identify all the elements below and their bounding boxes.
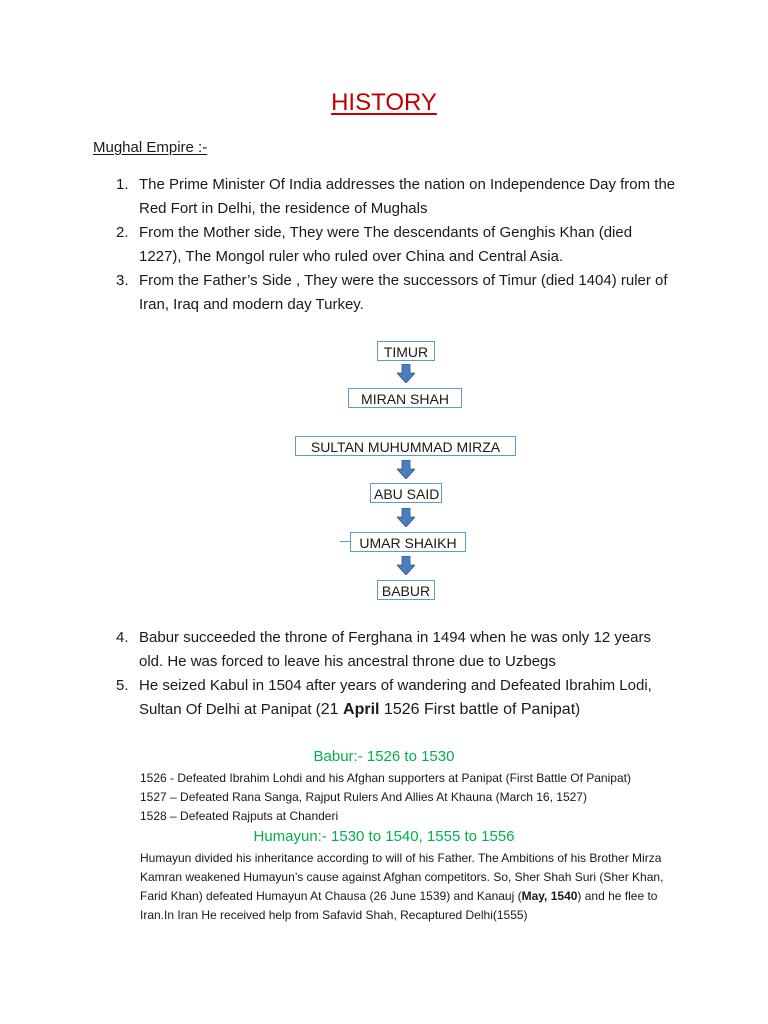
event-line: 1527 – Defeated Rana Sanga, Rajput Rulers And Allies At Khauna (March 16, 1527)	[140, 790, 587, 804]
babur-list	[116, 626, 676, 722]
event-line: 1526 - Defeated Ibrahim Lohdi and his Afghan supporters at Panipat (First Battle Of Panipat)	[140, 771, 631, 785]
flow-node-miran-shah: MIRAN SHAH	[348, 388, 462, 408]
down-arrow-icon	[397, 460, 415, 479]
intro-list	[116, 173, 676, 317]
list-item	[116, 269, 676, 317]
babur-events	[140, 769, 700, 826]
list-item	[116, 221, 676, 269]
list-item-text: The Prime Minister Of India addresses the nation on Independence Day from the Red Fort in Delhi, the residence of Mughals	[139, 176, 676, 217]
event-line: 1528 – Defeated Rajputs at Chanderi	[140, 809, 339, 823]
humayun-paragraph	[140, 849, 680, 925]
babur-heading: Babur:- 1526 to 1530	[313, 748, 455, 765]
list-number: 2.	[116, 224, 129, 241]
page-title: HISTORY	[331, 89, 437, 116]
list-number: 3.	[116, 272, 129, 289]
list-item-text: From the Mother side, They were The descendants of Genghis Khan (died 1227), The Mongol ruler who ruled over China and Central Asia.	[139, 224, 633, 265]
humayun-text: Humayun divided his inheritance according to will of his Father. The Ambitions of his Brother Mirza Kamran weakened Humayun’s cause against Afghan competitors. So, Sher Shah Suri (Sher Khan, Farid Khan) defeated Humayun At Chausa (26 June 1539) and Kanauj (	[140, 851, 664, 903]
flow-node-timur: TIMUR	[377, 341, 435, 361]
lineage-flowchart	[0, 341, 768, 603]
closing-paren: )	[575, 701, 581, 718]
list-item	[116, 626, 676, 674]
list-item	[116, 173, 676, 221]
humayun-date-bold: May, 1540	[521, 889, 578, 903]
list-item-text: Babur succeeded the throne of Ferghana in 1494 when he was only 12 years old. He was forced to leave his ancestral throne due to Uzbegs	[139, 629, 652, 670]
list-number: 4.	[116, 629, 129, 646]
section-heading-mughal: Mughal Empire :-	[93, 139, 208, 156]
list-item-text: From the Father’s Side , They were the successors of Timur (died 1404) ruler of Iran, Iraq and modern day Turkey.	[139, 272, 668, 313]
down-arrow-icon	[397, 556, 415, 575]
battle-text: 1526 First battle of Panipat	[379, 701, 576, 718]
humayun-text-end: ) and he flee to Iran.In Iran He received help from Safavid Shah, Recaptured Delhi(1555)	[140, 889, 658, 922]
list-number: 1.	[116, 176, 129, 193]
date-month: April	[343, 701, 380, 718]
flow-node-babur: BABUR	[377, 580, 435, 600]
down-arrow-icon	[397, 508, 415, 527]
date-day: 21	[320, 701, 344, 718]
down-arrow-icon	[397, 364, 415, 383]
flow-node-sultan-muhummad-mirza: SULTAN MUHUMMAD MIRZA	[295, 436, 516, 456]
list-item	[116, 674, 676, 722]
list-item-text: He seized Kabul in 1504 after years of wandering and Defeated Ibrahim Lodi, Sultan Of Delhi at Panipat (	[139, 677, 652, 718]
flow-node-umar-shaikh: UMAR SHAIKH	[350, 532, 466, 552]
humayun-heading: Humayun:- 1530 to 1540, 1555 to 1556	[253, 828, 515, 845]
flow-node-abu-said: ABU SAID	[370, 483, 442, 503]
list-number: 5.	[116, 677, 129, 694]
